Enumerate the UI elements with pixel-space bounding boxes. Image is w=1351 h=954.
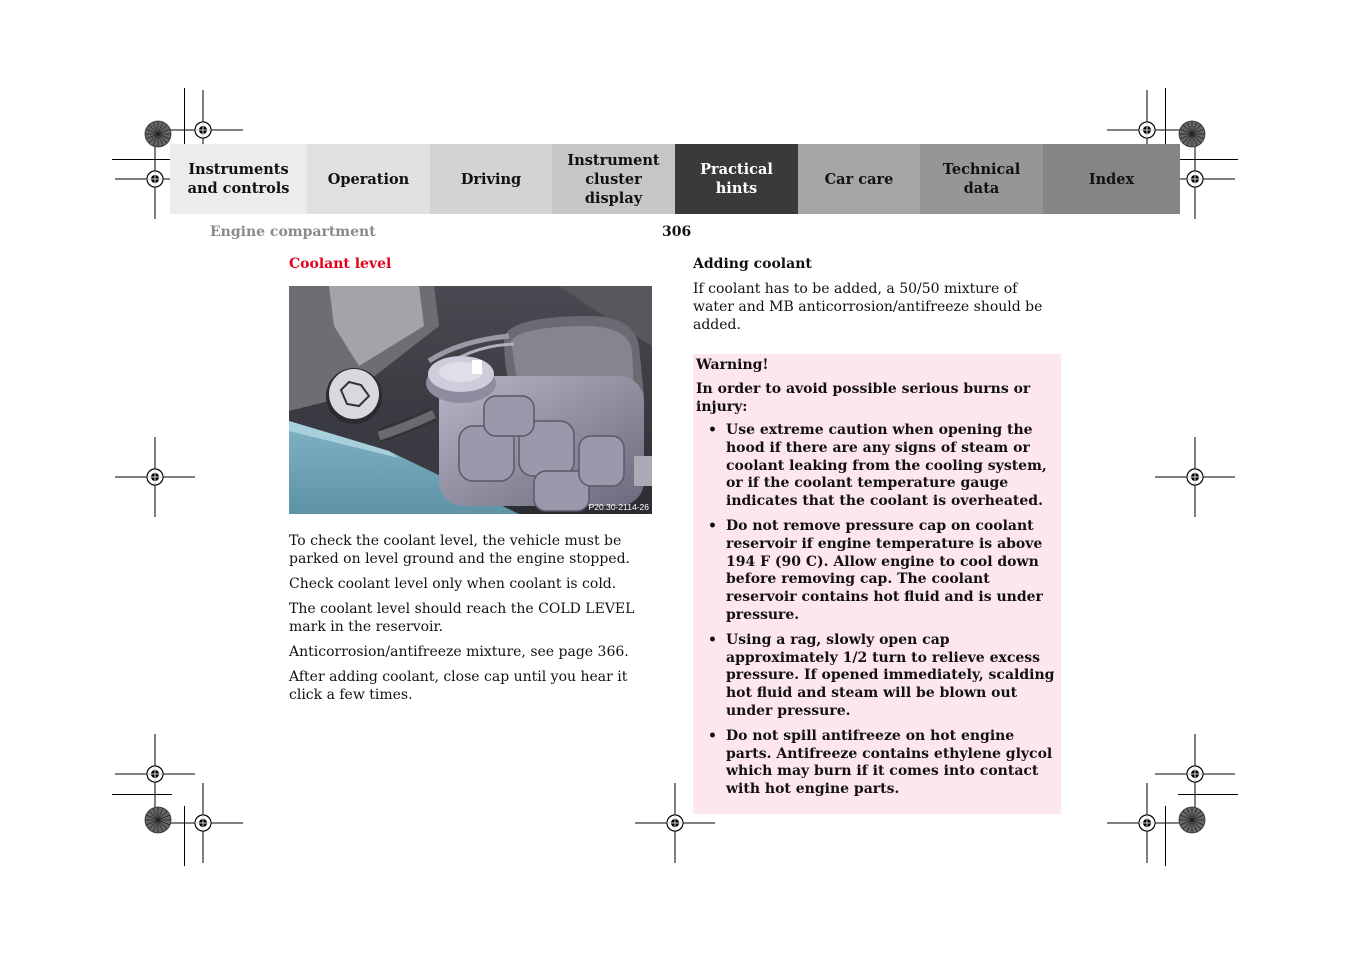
warning-item — [696, 728, 1055, 799]
tab-practical-hints[interactable] — [675, 144, 798, 214]
left-column — [289, 256, 657, 711]
body-paragraph: The coolant level should reach the COLD LEVEL mark in the reservoir. — [289, 601, 635, 635]
bullet-icon: • — [708, 727, 717, 744]
warning-item-text: Do not remove pressure cap on coolant reservoir if engine temperature is above 194 F (90 C). Allow engine to cool down before removing cap. The coolant reservoir contains hot fluid and is under pressure. — [726, 517, 1043, 623]
bullet-icon: • — [708, 517, 717, 534]
body-paragraph: After adding coolant, close cap until you hear it click a few times. — [289, 669, 628, 703]
coolant-level-heading: Coolant level — [289, 256, 392, 272]
right-column — [693, 256, 1061, 814]
warning-list — [696, 422, 1055, 799]
tab-index[interactable] — [1043, 144, 1180, 214]
tab-label: Instrument cluster display — [567, 151, 660, 207]
figure-code: P20.30-2114-26 — [588, 502, 649, 512]
tab-label: Operation — [327, 170, 410, 188]
warning-box — [693, 354, 1061, 814]
warning-item — [696, 632, 1055, 721]
chapter-tabs — [170, 144, 1180, 214]
tab-car-care[interactable] — [798, 144, 920, 214]
warning-title: Warning! — [696, 357, 769, 373]
body-paragraph: Check coolant level only when coolant is cold. — [289, 576, 617, 592]
adding-coolant-text: If coolant has to be added, a 50/50 mixture of water and MB anticorrosion/antifreeze should be added. — [693, 281, 1043, 333]
coolant-reservoir-drawing — [289, 286, 652, 514]
warning-intro: In order to avoid possible serious burns or injury: — [696, 381, 1031, 415]
warning-item — [696, 422, 1055, 511]
warning-item-text: Using a rag, slowly open cap approximately 1/2 turn to relieve excess pressure. If opened immediately, scalding hot fluid and steam will be blown out under pressure. — [726, 631, 1055, 719]
adding-coolant-heading: Adding coolant — [693, 256, 812, 272]
tab-operation[interactable] — [307, 144, 430, 214]
tab-label: Driving — [460, 170, 522, 188]
left-paragraphs — [289, 532, 657, 704]
tab-label: Car care — [824, 170, 894, 188]
page-number: 306 — [662, 224, 692, 240]
tab-technical-data[interactable] — [920, 144, 1043, 214]
tab-label: Instruments and controls — [187, 161, 290, 197]
warning-item-text: Do not spill antifreeze on hot engine parts. Antifreeze contains ethylene glycol which may burn if it comes into contact with hot engine parts. — [726, 727, 1053, 798]
section-title: Engine compartment — [210, 224, 376, 240]
warning-item-text: Use extreme caution when opening the hood if there are any signs of steam or coolant leaking from the cooling system, or if the coolant temperature gauge indicates that the coolant is overheated. — [726, 422, 1047, 510]
tab-label: Technical data — [942, 161, 1021, 197]
warning-item — [696, 518, 1055, 625]
tab-instrument-cluster-display[interactable] — [552, 144, 675, 214]
body-paragraph: Anticorrosion/antifreeze mixture, see page 366. — [289, 644, 629, 660]
bullet-icon: • — [708, 631, 717, 648]
bullet-icon: • — [708, 422, 717, 438]
tab-driving[interactable] — [430, 144, 552, 214]
tab-instruments-and-controls[interactable] — [170, 144, 307, 214]
tab-label: Practical hints — [700, 161, 773, 197]
engine-compartment-illustration — [289, 286, 652, 514]
body-paragraph: To check the coolant level, the vehicle must be parked on level ground and the engine stopped. — [289, 533, 630, 567]
tab-label: Index — [1088, 170, 1135, 188]
